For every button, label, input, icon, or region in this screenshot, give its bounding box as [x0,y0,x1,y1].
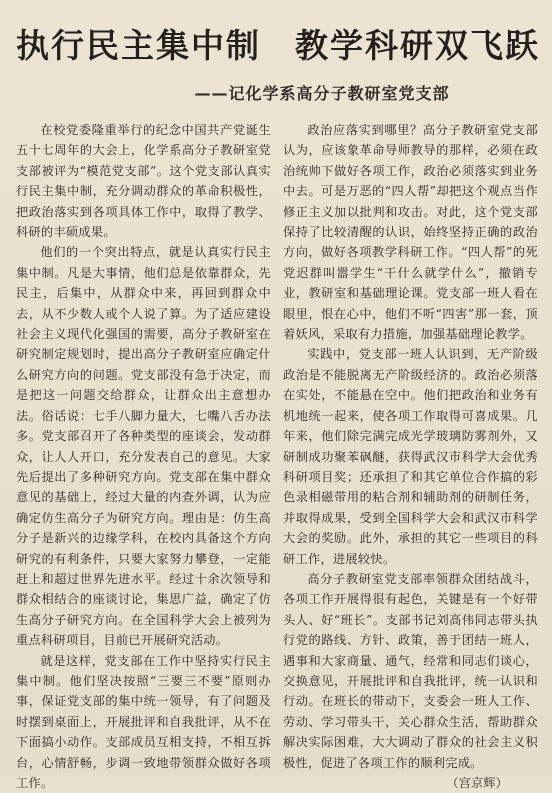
right-column [283,120,538,790]
paragraph: 实践中，党支部一班人认识到，无产阶级政治是不能脱离无产阶级经济的。政治必须落在实处，不能悬在空中。他们把政治和业务有机地统一起来，使各项工作取得可喜成果。几年来，他们除完满完成光学玻璃防雾剂外，又研制成功聚苯砜醚，获得武汉市科学大会优秀科研项目奖；还承担了和其它单位合作搞的彩色录相磁带用的粘合剂和辅助剂的研制任务，并取得成果，受到全国科学大会和武汉市科学大会的奖励。此外，承担的其它一些项目的科研工作，进展较快。 [283,347,538,566]
paragraph: 就是这样，党支部在工作中坚持实行民主集中制。他们坚决按照“三要三不要”原则办事，保证党支部的集中统一领导，有了问题及时摆到桌面上，开展批评和自我批评，从不在下面搞小动作。支部成员互相支持，不相互拆台，心情舒畅，步调一致地带领群众做好各项工作。 [16,653,271,790]
paragraph: 在校党委隆重举行的纪念中国共产党诞生五十七周年的大会上，化学系高分子教研室党支部被评为“模范党支部”。这个党支部认真实行民主集中制，充分调动群众的革命积极性，把政治落实到各项具体工作中，取得了教学、科研的丰硕成果。 [16,123,271,240]
author-signature: （宫京辉） [446,776,508,790]
left-column [16,120,271,790]
subheadline: ——记化学系高分子教研室党支部 [194,84,450,103]
paragraph: 政治应落实到哪里？高分子教研室党支部认为，应该象革命导师教导的那样，必须在政治统帅下做好各项工作，政治必须落实到业务中去。可是万恶的“四人帮”却把这个观点当作修正主义加以批判和攻击。对此，这个党支部保持了比较清醒的认识，始终坚持正确的政治方向，做好各项教学科研工作。“四人帮”的死党迟群叫嚣学生“干什么就学什么”，撤销专业，教研室和基础理论课。党支部一班人看在眼里，恨在心中，他们不听“四害”那一套，顶着妖风，采取有力措施，加强基础理论教学。 [283,123,538,342]
paragraph: 他们的一个突出特点，就是认真实行民主集中制。凡是大事情，他们总是依靠群众，先民主，后集中，从群众中来，再回到群众中去，从不少数人或个人说了算。为了适应建设社会主义现代化强国的需要，高分子教研室在研究制定规划时，提出高分子教研室应确定什么研究方向的问题。党支部没有急于决定，而是把这一问题交给群众，让群众出主意想办法。俗话说：七手八脚力量大，七嘴八舌办法多。党支部召开了各种类型的座谈会，发动群众，让人人开口，充分发表自己的意见。大家先后提出了多种研究方向。党支部在集中群众意见的基础上，经过大量的内查外调，认为应确定仿生高分子为研究方向。理由是：仿生高分子是新兴的边缘学科，在校内具备这个方向研究的有利条件，只要大家努力攀登，一定能赶上和超过世界先进水平。经过十余次领导和群众相结合的座谈讨论，集思广益，确定了仿生高分子研究方向。在全国科学大会上被列为重点科研项目，目前已开展研究活动。 [16,245,271,648]
paragraph: 高分子教研室党支部率领群众团结战斗，各项工作开展得很有起色，关键是有一个好带头人、好“班长”。支部书记刘高伟同志带头执行党的路线、方针、政策，善于团结一班人，遇事和大家商量、通气，经常和同志们谈心，交换意见，开展批评和自我批评，统一认识和行动。在班长的带动下，支委会一班人工作、劳动、学习带头干，关心群众生活，帮助群众解决实际困难，大大调动了群众的社会主义积极性，促进了各项工作的顺利完成。 [283,571,538,770]
headline [16,20,538,67]
headline-left: 执行民主集中制 [16,26,261,65]
headline-right: 教学科研双飞跃 [295,26,540,65]
article-body [16,120,538,790]
